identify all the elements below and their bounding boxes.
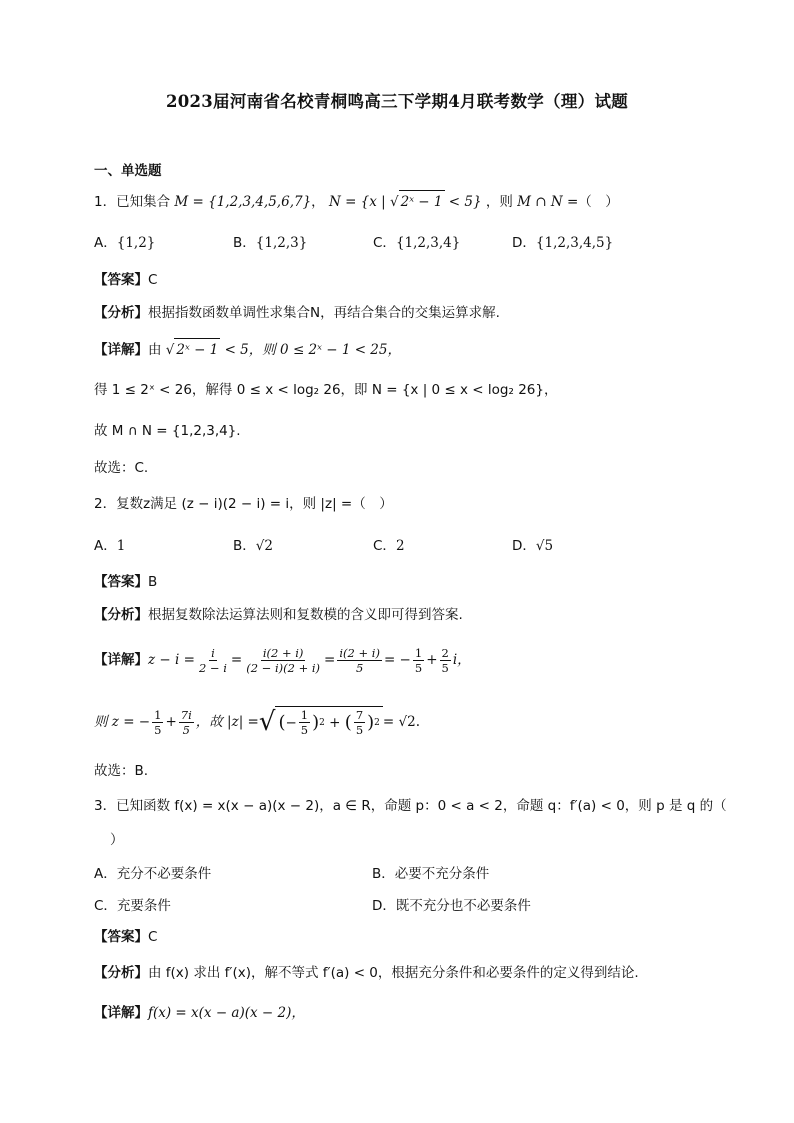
set-n-close: < 5} [448,194,482,210]
q2-option-d: D．√5 [512,538,554,554]
modulus-radicand: ( − $\frac{1}{5}$ ) 2 + ( $\frac{7}{5}$ ) 2 [275,706,382,738]
q1-option-a: A．{1,2} [94,235,156,251]
q3-option-c: C．充要条件 [94,898,171,914]
q1-stem: 1．已知集合 M = {1,2,3,4,5,6,7}， N = {x | √ 2ˣ − 1 < 5} ，则 M ∩ N =（ ） [94,190,619,213]
q1-answer: 【答案】C [94,272,158,288]
q2-conclusion: 故选：B. [94,763,149,779]
q3-option-b: B．必要不充分条件 [372,866,490,882]
radical-sign: √ [258,707,276,737]
q1-conclusion: 故选：C. [94,460,149,476]
q3-stem-line1: 3．已知函数 f(x) = x(x − a)(x − 2)，a ∈ R，命题 p：0 < a < 2，命题 q：f′(a) < 0，则 p 是 q 的（ [94,798,727,814]
q2-detail-2: 则 z = − $\frac{1}{5}$ + $\frac{7i}{5}$ ，故 |z| = √ ( − $\frac{1}{5}$ ) 2 + ( $\frac{7}{5}$ ) 2 = √2. [94,707,420,737]
q2-stem: 2．复数z满足 (z − i)(2 − i) = i，则 |z| =（ ） [94,496,393,512]
q1-detail-3: 故 M ∩ N = {1,2,3,4}. [94,423,241,439]
intersection: M ∩ N [517,194,563,210]
fraction: $\frac{i(2 + i)}{(2 - i)(2 + i)}$ [246,645,321,675]
fraction: $\frac{1}{5}$ [414,645,423,675]
radical-sign: √ [390,194,399,210]
radicand: 2ˣ − 1 [399,190,445,213]
q2-analysis: 【分析】根据复数除法运算法则和复数模的含义即可得到答案. [94,607,463,623]
q3-analysis: 【分析】由 f(x) 求出 f′(x)，解不等式 f′(a) < 0，根据充分条件和必要条件的定义得到结论. [94,965,639,981]
fraction: $\frac{i}{2 - i}$ [198,645,227,675]
q2-answer: 【答案】B [94,574,158,590]
fraction: $\frac{7i}{5}$ [180,707,192,737]
q1-detail-2: 得 1 ≤ 2ˣ < 26，解得 0 ≤ x < log₂ 26，即 N = {x | 0 ≤ x < log₂ 26}， [94,382,558,398]
q3-answer: 【答案】C [94,929,158,945]
radical-sign: √ [165,342,175,358]
q2-option-c: C．2 [373,538,405,554]
section-heading: 一、单选题 [94,163,162,179]
q1-analysis: 【分析】根据指数函数单调性求集合N，再结合集合的交集运算求解. [94,305,500,321]
q1-option-b: B．{1,2,3} [233,235,308,251]
q2-option-a: A．1 [94,538,126,554]
q3-option-a: A．充分不必要条件 [94,866,212,882]
q1-option-d: D．{1,2,3,4,5} [512,235,614,251]
page-title: 2023届河南省名校青桐鸣高三下学期4月联考数学（理）试题 [165,92,629,111]
q3-detail-1: 【详解】f(x) = x(x − a)(x − 2)， [94,1005,305,1021]
q3-option-d: D．既不充分也不必要条件 [372,898,531,914]
set-n-open: N = {x | [328,194,386,210]
q3-stem-line2: ） [110,832,124,848]
fraction: $\frac{i(2 + i)}{5}$ [339,645,380,675]
fraction: $\frac{2}{5}$ [441,645,449,675]
q2-detail-1: 【详解】 z − i = $\frac{i}{2 - i}$ = $\frac{i(2 + i)}{(2 - i)(2 + i)}$ = $\frac{i(2 + i)}{5}$ = − $\frac{1}{5}$ + $\frac{2}{5}$ i， [94,645,471,675]
q1-detail-1: 【详解】由 √ 2ˣ − 1 < 5，则 0 ≤ 2ˣ − 1 < 25， [94,338,401,361]
q1-option-c: C．{1,2,3,4} [373,235,461,251]
fraction: $\frac{1}{5}$ [154,707,162,737]
set-m: M = {1,2,3,4,5,6,7} [174,194,312,210]
q2-option-b: B．√2 [233,538,273,554]
